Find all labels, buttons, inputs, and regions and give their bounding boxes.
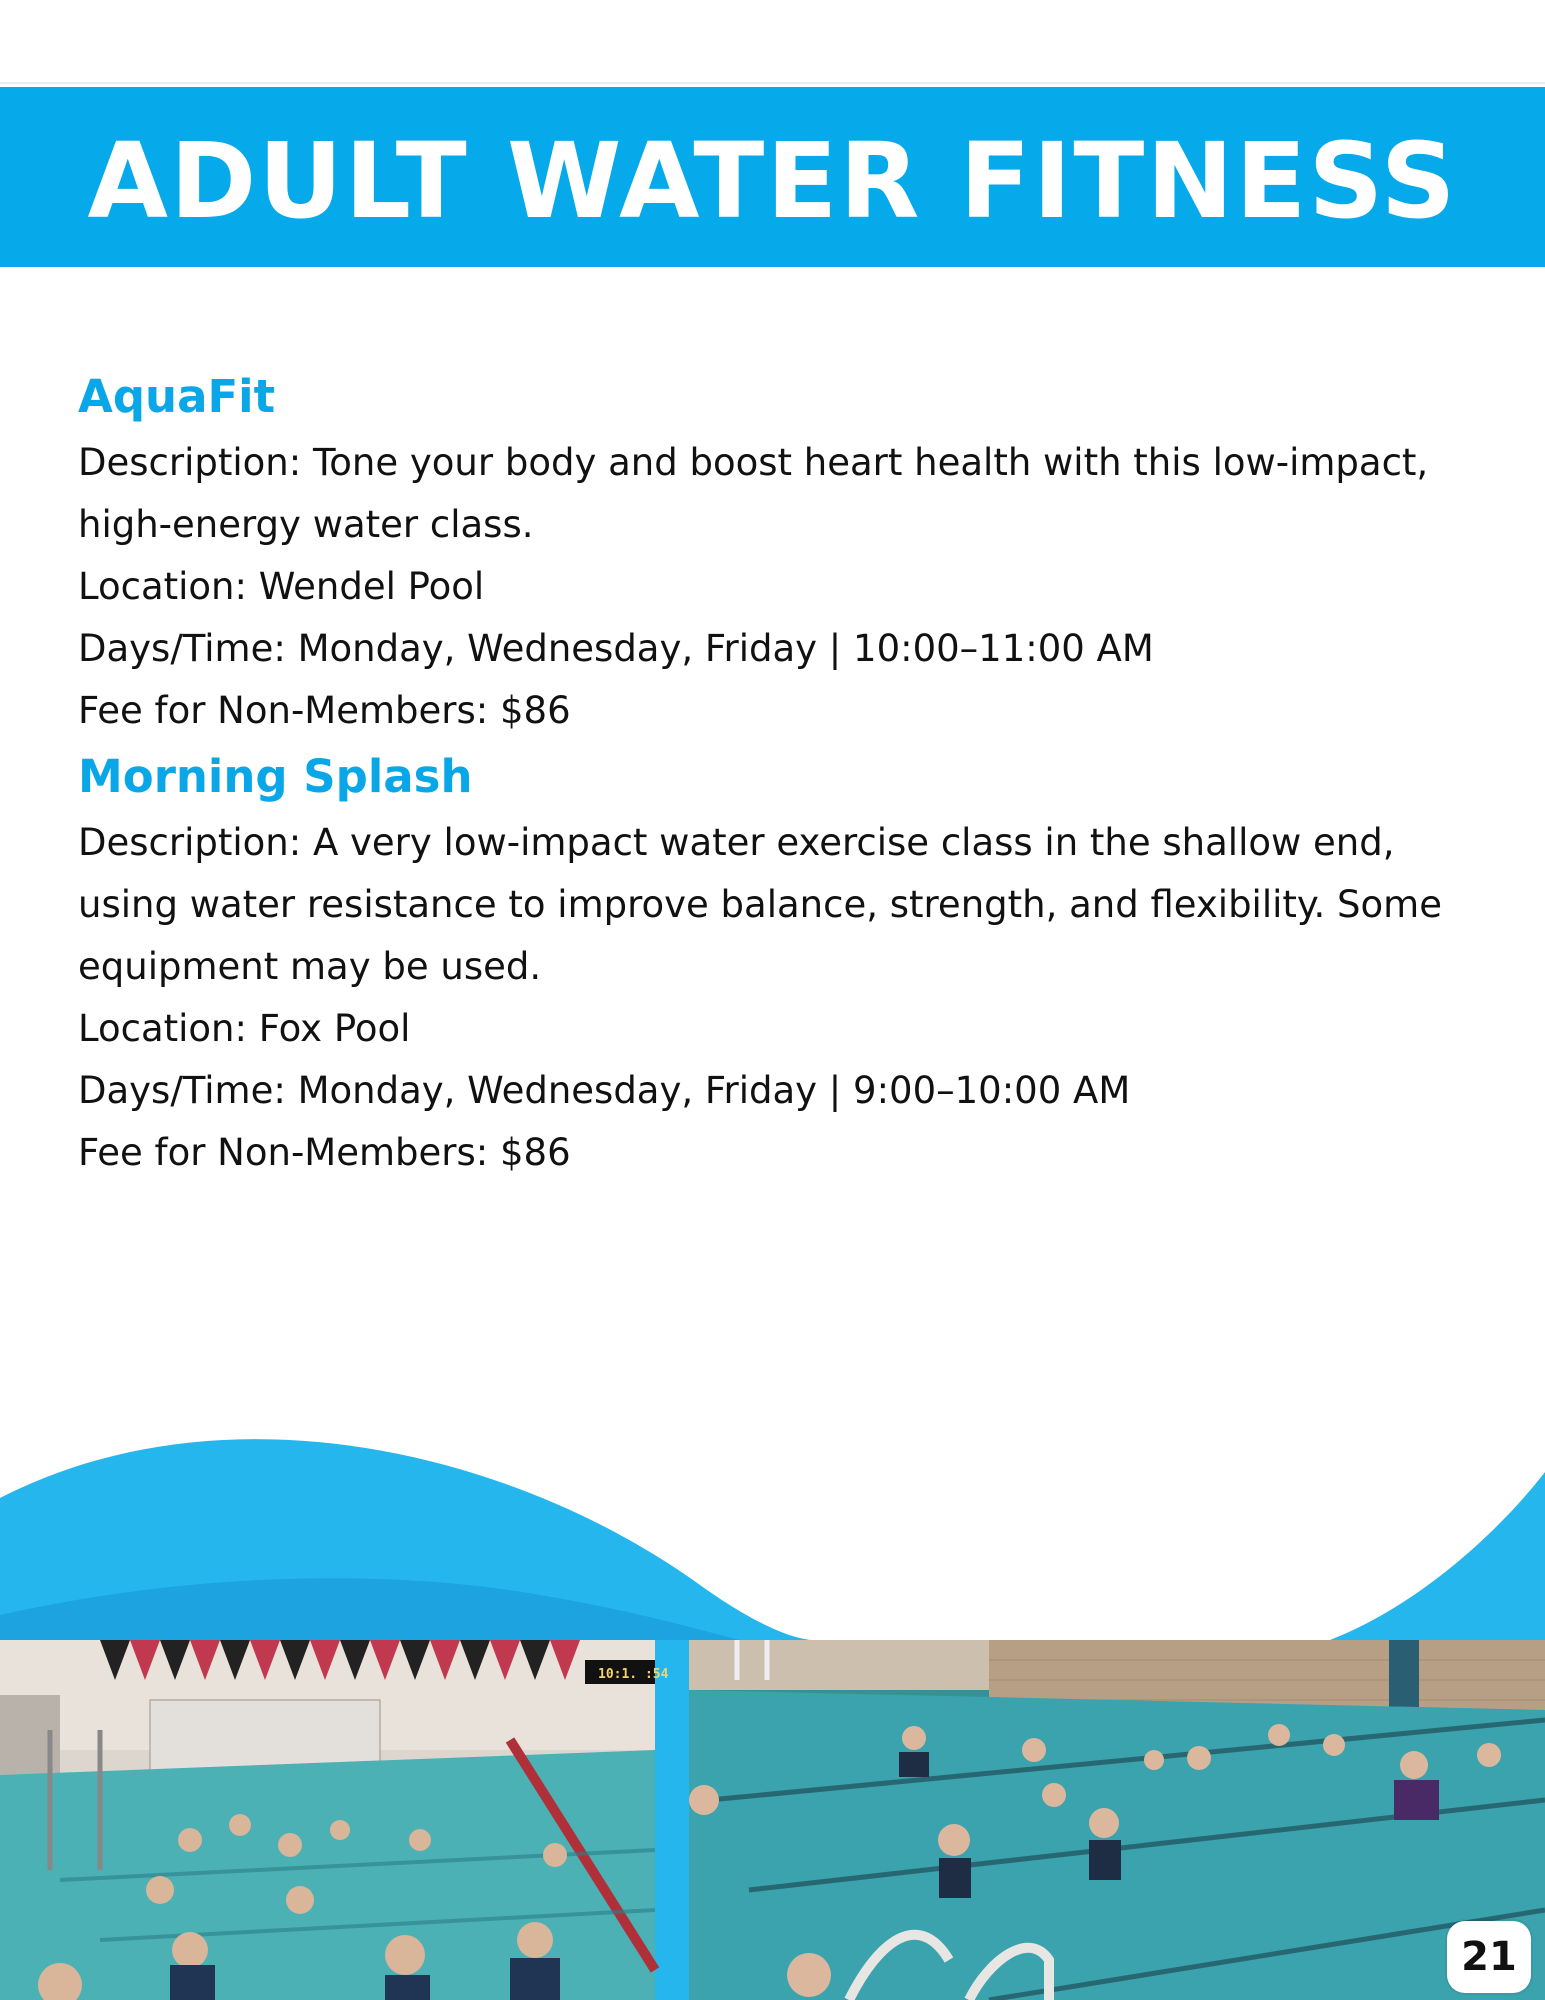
program-days-time: Days/Time: Monday, Wednesday, Friday | 10:00–11:00 AM xyxy=(78,627,1154,670)
program-description-line: Description: Tone your body and boost heart health with this low-impact, xyxy=(78,441,1429,484)
program-location: Location: Fox Pool xyxy=(78,1007,411,1050)
photo-morning-splash-class xyxy=(689,1640,1545,2000)
program-location: Location: Wendel Pool xyxy=(78,565,485,608)
program-description-line: Description: A very low-impact water exercise class in the shallow end, xyxy=(78,821,1395,864)
page-number: 21 xyxy=(1447,1921,1531,1993)
program-title: Morning Splash xyxy=(78,750,473,803)
top-rule xyxy=(0,82,1545,84)
scoreboard-text: 10:1. :54 xyxy=(598,1667,669,1682)
program-days-time: Days/Time: Monday, Wednesday, Friday | 9:00–10:00 AM xyxy=(78,1069,1131,1112)
program-description-line: equipment may be used. xyxy=(78,945,542,988)
program-description-line: using water resistance to improve balance, strength, and flexibility. Some xyxy=(78,883,1442,926)
title-banner xyxy=(0,87,1545,267)
program-list xyxy=(78,362,1488,1184)
program-fee: Fee for Non-Members: $86 xyxy=(78,1131,571,1174)
program-morning-splash xyxy=(78,742,1488,1184)
program-description-line: high-energy water class. xyxy=(78,503,534,546)
program-aquafit xyxy=(78,362,1488,742)
wave-right xyxy=(1330,1472,1545,1640)
photo-aquafit-class xyxy=(0,1640,669,2000)
program-title: AquaFit xyxy=(78,370,276,423)
page-title: ADULT WATER FITNESS xyxy=(87,120,1458,242)
program-fee: Fee for Non-Members: $86 xyxy=(78,689,571,732)
